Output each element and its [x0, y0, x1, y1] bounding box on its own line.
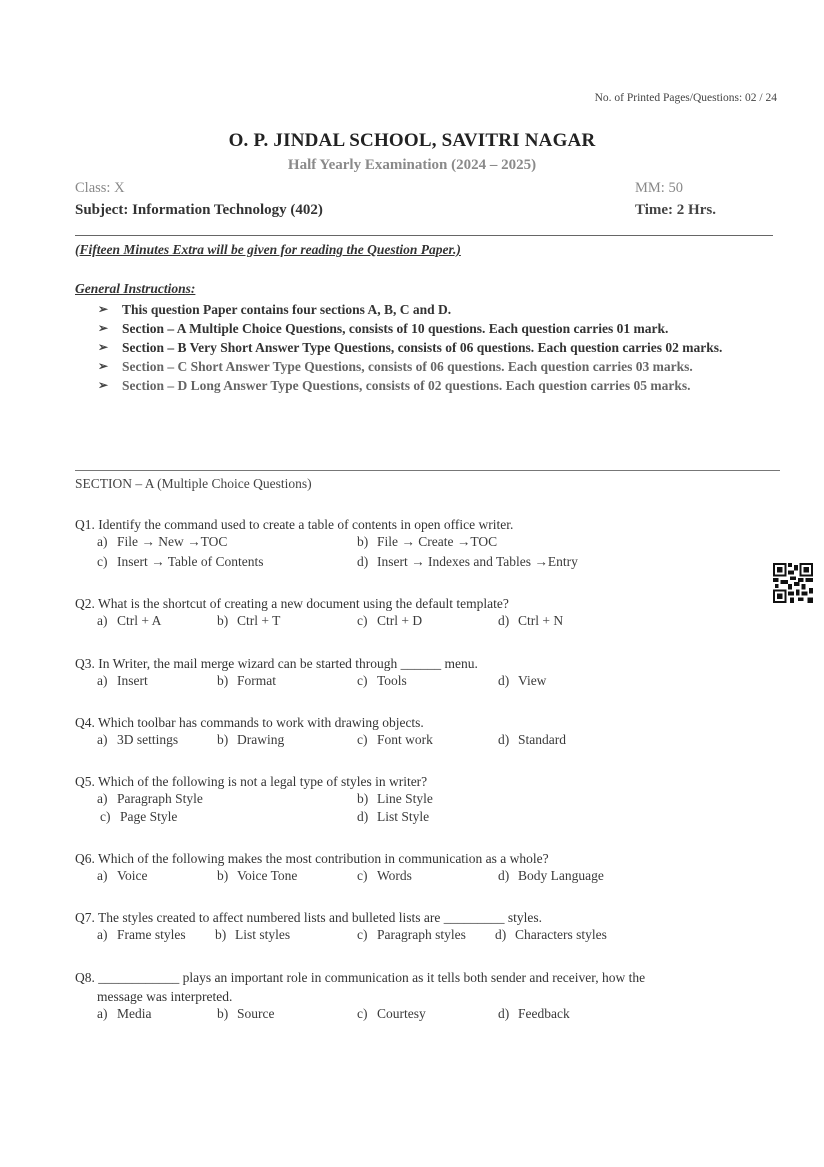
question-stem: Q6. Which of the following makes the most contribution in communication as a whole?: [75, 851, 549, 866]
instruction-item: ➢ Section – B Very Short Answer Type Questions, consists of 06 questions. Each question carries 02 marks.: [98, 340, 723, 355]
arrow-bullet-icon: ➢: [98, 378, 109, 392]
question-stem: Q4. Which toolbar has commands to work with drawing objects.: [75, 715, 424, 730]
instruction-item: ➢ Section – C Short Answer Type Questions, consists of 06 questions. Each question carries 03 marks.: [98, 359, 693, 374]
option-c: c) Paragraph styles: [357, 927, 466, 942]
option-d: d) Insert → Indexes and Tables →Entry: [357, 554, 578, 569]
qr-code-icon: [773, 563, 813, 603]
option-d: d) Characters styles: [495, 927, 607, 942]
question-stem: Q8. ____________ plays an important role in communication as it tells both sender and receiver, how the: [75, 970, 646, 985]
question-stem: Q5. Which of the following is not a legal type of styles in writer?: [75, 774, 428, 789]
arrow-bullet-icon: ➢: [98, 302, 109, 316]
options-row: [75, 673, 775, 693]
time-label: Time: 2 Hrs.: [635, 202, 716, 218]
arrow-bullet-icon: ➢: [98, 340, 109, 354]
option-a: a) 3D settings: [97, 732, 179, 747]
question-7: [75, 908, 775, 947]
option-c: c) Words: [357, 868, 412, 883]
option-d: d) Standard: [498, 732, 566, 747]
question-stem-continued: message was interpreted.: [97, 989, 233, 1004]
question-5: [75, 772, 775, 829]
option-b: b) List styles: [215, 927, 291, 942]
class-label: Class: X: [75, 180, 125, 196]
option-a: a) Frame styles: [97, 927, 186, 942]
question-1: [75, 515, 775, 574]
options-row: [75, 868, 775, 888]
option-c: c) Page Style: [100, 809, 178, 824]
header-divider: [75, 235, 773, 236]
option-c: c) Font work: [357, 732, 433, 747]
max-marks: MM: 50: [635, 180, 683, 196]
option-b: b) Line Style: [357, 791, 433, 806]
option-a: a) Voice: [97, 868, 148, 883]
options-row: [75, 791, 775, 809]
instructions-list: [98, 300, 788, 395]
options-row: [75, 534, 775, 554]
question-stem: Q7. The styles created to affect numbered lists and bulleted lists are _________ styles.: [75, 910, 543, 925]
arrow-bullet-icon: ➢: [98, 359, 109, 373]
option-b: b) Voice Tone: [217, 868, 298, 883]
option-a: a) Media: [97, 1006, 152, 1021]
question-3: [75, 654, 775, 693]
option-b: b) File → Create →TOC: [357, 534, 498, 549]
option-c: c) Insert → Table of Contents: [97, 554, 264, 569]
options-row: [75, 613, 775, 633]
option-b: b) Drawing: [217, 732, 285, 747]
options-row: [75, 809, 775, 829]
option-c: c) Tools: [357, 673, 407, 688]
question-stem: Q3. In Writer, the mail merge wizard can be started through ______ menu.: [75, 656, 478, 671]
question-stem: Q1. Identify the command used to create a table of contents in open office writer.: [75, 517, 514, 532]
option-a: a) Paragraph Style: [97, 791, 203, 806]
question-2: [75, 594, 775, 633]
option-a: a) Insert: [97, 673, 148, 688]
option-d: d) List Style: [357, 809, 430, 824]
question-stem: Q2. What is the shortcut of creating a new document using the default template?: [75, 596, 509, 611]
options-row: [75, 1006, 775, 1026]
options-row: [75, 554, 775, 574]
option-d: d) Feedback: [498, 1006, 570, 1021]
instruction-item: ➢ Section – D Long Answer Type Questions, consists of 02 questions. Each question carries 05 marks.: [98, 378, 691, 393]
option-b: b) Ctrl + T: [217, 613, 281, 628]
option-c: c) Ctrl + D: [357, 613, 423, 628]
reading-time-note: (Fifteen Minutes Extra will be given for reading the Question Paper.): [75, 242, 461, 257]
school-name: O. P. JINDAL SCHOOL, SAVITRI NAGAR: [228, 130, 596, 151]
option-a: a) Ctrl + A: [97, 613, 162, 628]
section-a-title: SECTION – A (Multiple Choice Questions): [75, 476, 312, 491]
option-b: b) Format: [217, 673, 276, 688]
options-row: [75, 732, 775, 752]
arrow-bullet-icon: ➢: [98, 321, 109, 335]
section-divider: [75, 470, 780, 471]
instruction-item: ➢ Section – A Multiple Choice Questions, consists of 10 questions. Each question carries 01 mark.: [98, 321, 669, 336]
option-d: d) Body Language: [498, 868, 604, 883]
exam-name: Half Yearly Examination (2024 – 2025): [287, 157, 537, 173]
subject-label: Subject: Information Technology (402): [75, 202, 323, 218]
option-b: b) Source: [217, 1006, 275, 1021]
question-4: [75, 713, 775, 752]
question-6: [75, 849, 775, 888]
general-instructions-title: General Instructions:: [75, 281, 196, 296]
option-d: d) View: [498, 673, 547, 688]
option-a: a) File → New →TOC: [97, 534, 228, 549]
printed-pages-count: No. of Printed Pages/Questions: 02 / 24: [594, 92, 777, 104]
option-d: d) Ctrl + N: [498, 613, 564, 628]
question-8: [75, 968, 775, 1026]
option-c: c) Courtesy: [357, 1006, 426, 1021]
options-row: [75, 927, 775, 947]
instruction-item: ➢ This question Paper contains four sections A, B, C and D.: [98, 302, 452, 317]
